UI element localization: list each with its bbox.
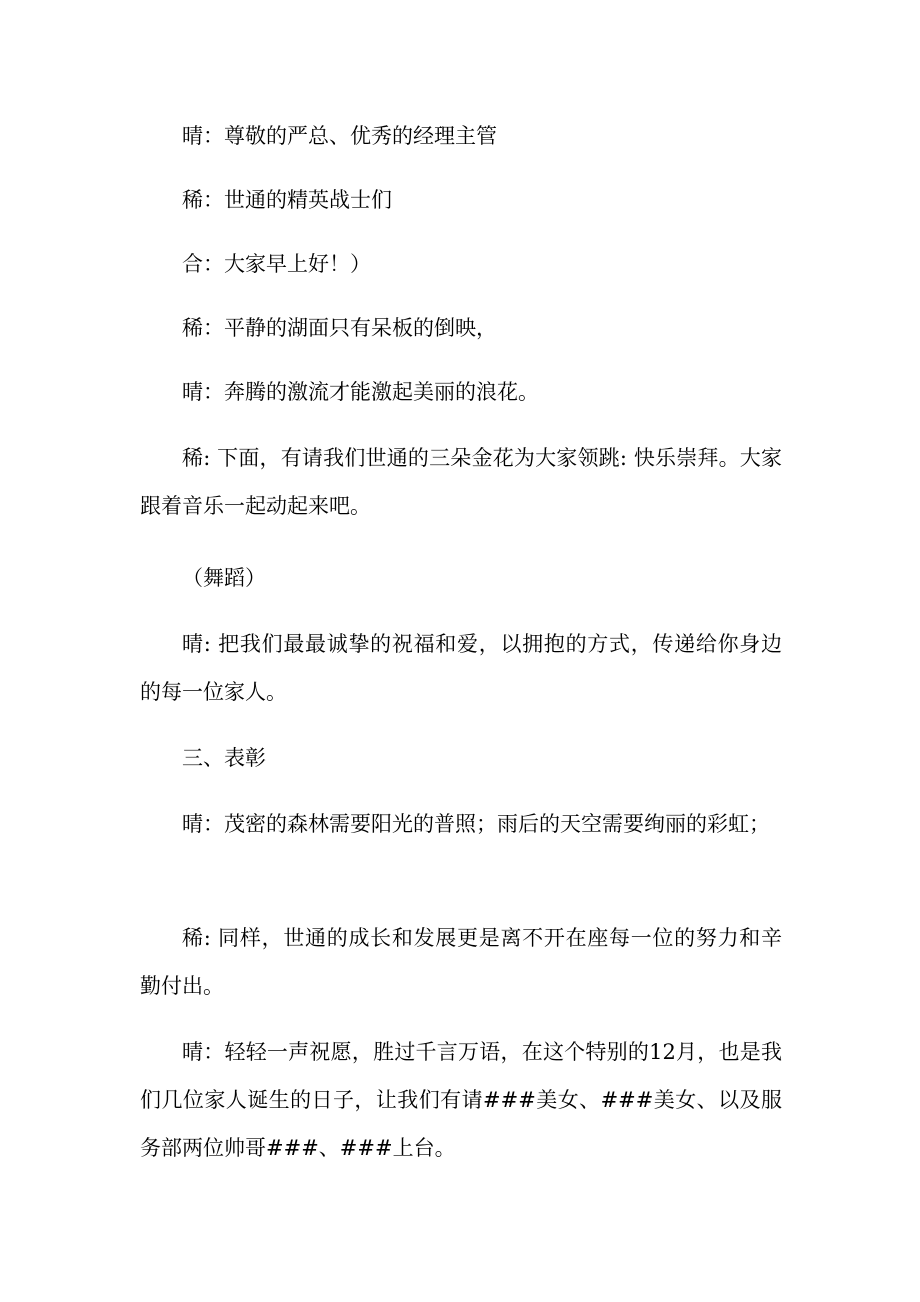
paragraph-birthday-invite: 晴：轻轻一声祝愿，胜过千言万语，在这个特别的12月，也是我们几位家人诞生的日子，让我们有请###美女、###美女、以及服务部两位帅哥###、###上台。 [140, 1040, 782, 1160]
paragraph-greeting-staff: 稀：世通的精英战士们 [182, 188, 392, 212]
paragraph-dance-intro: 稀: 下面，有请我们世通的三朵金花为大家领跳: 快乐崇拜。大家跟着音乐一起动起来吧。 [140, 446, 782, 518]
paragraph-growth-effort: 稀: 同样，世通的成长和发展更是离不开在座每一位的努力和辛勤付出。 [140, 926, 782, 998]
paragraph-greeting-leaders: 晴：尊敬的严总、优秀的经理主管 [182, 124, 497, 148]
paragraph-forest-rainbow: 晴：茂密的森林需要阳光的普照；雨后的天空需要绚丽的彩虹； [182, 812, 770, 836]
section-heading-awards: 三、表彰 [182, 746, 266, 770]
paragraph-dance-heading: （舞蹈） [182, 566, 266, 590]
paragraph-rushing-stream: 晴：奔腾的激流才能激起美丽的浪花。 [182, 380, 539, 404]
paragraph-calm-lake: 稀：平静的湖面只有呆板的倒映， [182, 316, 497, 340]
paragraph-greeting-all: 合：大家早上好！） [182, 252, 371, 276]
paragraph-hug-blessing: 晴: 把我们最最诚挚的祝福和爱，以拥抱的方式，传递给你身边的每一位家人。 [140, 632, 782, 704]
